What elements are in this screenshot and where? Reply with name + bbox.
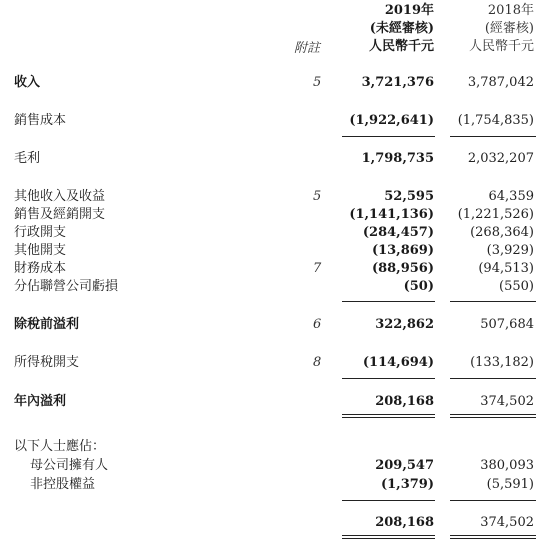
- total-rule: [342, 538, 435, 539]
- row-note: 7: [313, 261, 322, 276]
- row-value-2019: 208,168: [375, 515, 434, 530]
- row-total-attributable: [0, 514, 550, 532]
- row-value-2019: (13,869): [371, 243, 434, 258]
- row-label: 收入: [14, 75, 41, 90]
- total-rule: [450, 414, 536, 415]
- row-note: 5: [313, 189, 322, 204]
- subtotal-rule: [450, 378, 536, 379]
- row-value-2018: 374,502: [480, 515, 534, 530]
- row-value-2019: 208,168: [375, 394, 434, 409]
- row-value-2019: 52,595: [384, 189, 434, 204]
- row-value-2018: 507,684: [480, 317, 534, 332]
- subtotal-rule: [450, 500, 536, 501]
- row-other-income: [0, 188, 550, 206]
- row-value-2018: (268,364): [470, 225, 534, 240]
- row-note: 5: [313, 75, 322, 90]
- total-rule: [342, 414, 435, 415]
- subtotal-rule: [342, 378, 435, 379]
- row-value-2018: (94,513): [478, 261, 534, 276]
- total-rule: [450, 535, 536, 536]
- row-non-controlling-interests: [0, 476, 550, 494]
- subtotal-rule: [342, 500, 435, 501]
- row-selling-expenses: [0, 206, 550, 224]
- row-other-expenses: [0, 242, 550, 260]
- header-2018-year: 2018年: [487, 3, 534, 18]
- row-finance-costs: [0, 260, 550, 278]
- subtotal-rule: [342, 301, 435, 302]
- row-profit-before-tax: [0, 316, 550, 334]
- row-value-2018: 374,502: [480, 394, 534, 409]
- row-profit-for-year: [0, 393, 550, 411]
- row-gross-profit: [0, 150, 550, 168]
- row-value-2018: (550): [499, 279, 534, 294]
- row-value-2018: (1,754,835): [457, 113, 534, 128]
- row-value-2018: 3,787,042: [467, 75, 534, 90]
- row-label: 年內溢利: [14, 394, 67, 409]
- total-rule: [450, 417, 536, 418]
- row-label: 除稅前溢利: [14, 317, 80, 332]
- subtotal-rule: [450, 301, 536, 302]
- header-2019-unit: 人民幣千元: [368, 39, 434, 54]
- row-value-2019: 3,721,376: [361, 75, 434, 90]
- row-label: 其他收入及收益: [14, 189, 106, 204]
- row-note: 8: [313, 355, 322, 370]
- row-label: 銷售及經銷開支: [14, 207, 106, 222]
- row-value-2019: 322,862: [375, 317, 434, 332]
- row-label: 非控股權益: [30, 477, 96, 492]
- row-associate-loss: [0, 278, 550, 296]
- total-rule: [450, 538, 536, 539]
- row-value-2019: (114,694): [362, 355, 434, 370]
- row-revenue: [0, 74, 550, 92]
- header-2019-status: (未經審核): [369, 21, 434, 36]
- subtotal-rule: [450, 136, 536, 137]
- subtotal-rule: [342, 136, 435, 137]
- row-label: 以下人士應佔：: [14, 439, 106, 454]
- row-value-2019: (1,141,136): [349, 207, 434, 222]
- row-value-2019: 1,798,735: [361, 151, 434, 166]
- row-label: 財務成本: [14, 261, 67, 276]
- row-value-2018: 2,032,207: [467, 151, 534, 166]
- row-value-2018: (133,182): [470, 355, 534, 370]
- header-2019-year: 2019年: [384, 3, 434, 18]
- row-attributable-heading: [0, 438, 550, 456]
- row-note: 6: [313, 317, 322, 332]
- total-rule: [342, 535, 435, 536]
- total-rule: [342, 417, 435, 418]
- row-value-2018: (5,591): [486, 477, 534, 492]
- row-value-2019: (88,956): [371, 261, 434, 276]
- header-2018-status: (經審核): [484, 21, 534, 36]
- row-admin-expenses: [0, 224, 550, 242]
- row-value-2018: 380,093: [480, 458, 534, 473]
- row-value-2018: (1,221,526): [457, 207, 534, 222]
- row-value-2019: (1,379): [380, 477, 434, 492]
- row-owners-of-parent: [0, 457, 550, 475]
- row-label: 行政開支: [14, 225, 67, 240]
- row-label: 其他開支: [14, 243, 67, 258]
- row-value-2019: 209,547: [375, 458, 434, 473]
- row-label: 母公司擁有人: [30, 458, 109, 473]
- row-value-2018: (3,929): [486, 243, 534, 258]
- row-value-2018: 64,359: [488, 189, 534, 204]
- row-cost-of-sales: [0, 112, 550, 130]
- header-2018-unit: 人民幣千元: [468, 39, 534, 54]
- header-note-column: 附註: [294, 41, 321, 56]
- row-value-2019: (1,922,641): [349, 113, 434, 128]
- row-label: 分佔聯營公司虧損: [14, 279, 119, 294]
- row-label: 所得稅開支: [14, 355, 80, 370]
- row-income-tax: [0, 354, 550, 372]
- row-label: 銷售成本: [14, 113, 67, 128]
- row-value-2019: (50): [403, 279, 434, 294]
- row-value-2019: (284,457): [362, 225, 434, 240]
- row-label: 毛利: [14, 151, 41, 166]
